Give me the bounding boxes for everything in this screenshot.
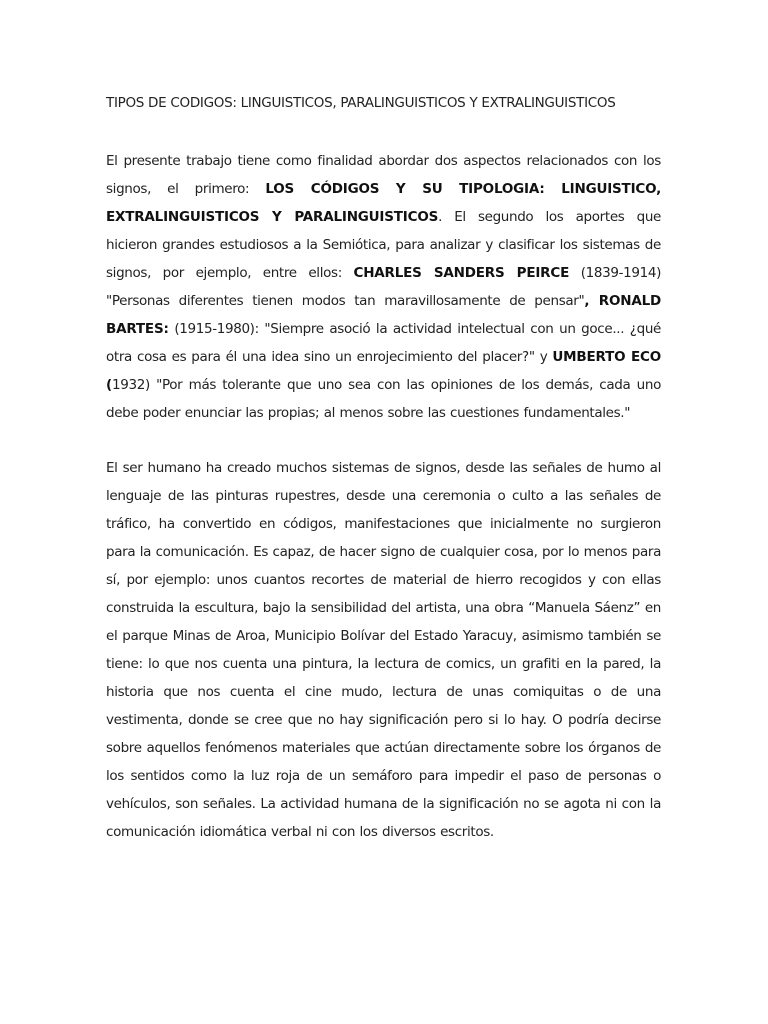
document-title: TIPOS DE CODIGOS: LINGUISTICOS, PARALINGUISTICOS Y EXTRALINGUISTICOS	[106, 95, 616, 111]
paragraph-intro	[106, 147, 661, 427]
paragraph-signs: El ser humano ha creado muchos sistemas de signos, desde las señales de humo al lenguaje de las pinturas rupestres, desde una ceremonia o culto a las señales de tráfico, ha convertido en códigos, manifestaciones que inicialmente no surgieron para la comunicación. Es capaz, de hacer signo de cualquier cosa, por lo menos para sí, por ejemplo: unos cuantos recortes de material de hierro recogidos y con ellas construida la escultura, bajo la sensibilidad del artista, una obra “Manuela Sáenz” en el parque Minas de Aroa, Municipio Bolívar del Estado Yaracuy, asimismo también se tiene: lo que nos cuenta una pintura, la lectura de comics, un grafiti en la pared, la historia que nos cuenta el cine mudo, lectura de unas comiquitas o de una vestimenta, donde se cree que no hay significación pero si lo hay. O podría decirse sobre aquellos fenómenos materiales que actúan directamente sobre los órganos de los sentidos como la luz roja de un semáforo para impedir el paso de personas o vehículos, son señales. La actividad humana de la significación no se agota ni con la comunicación idiomática verbal ni con los diversos escritos.	[106, 460, 661, 840]
paragraph-intro-text-2: . El segundo los aportes que hicieron grandes estudiosos a la Semiótica, para analizar y clasificar los sistemas de signos, por ejemplo, entre ellos:	[106, 209, 661, 281]
codes-typology-heading: LOS CÓDIGOS Y SU TIPOLOGIA: LINGUISTICO, EXTRALINGUISTICOS Y PARALINGUISTICOS	[106, 181, 662, 225]
author-peirce: CHARLES SANDERS PEIRCE	[353, 265, 570, 281]
paragraph-intro-text-4: (1915-1980): "Siempre asoció la actividad intelectual con un goce... ¿qué otra cosa es para él una idea sino un enrojecimiento del placer?" y	[106, 321, 661, 365]
paragraph-intro-text-1: El presente trabajo tiene como finalidad abordar dos aspectos relacionados con los signos, el primero:	[106, 153, 661, 197]
paragraph-intro-text-5: 1932) "Por más tolerante que uno sea con las opiniones de los demás, cada uno debe poder enunciar las propias; al menos sobre las cuestiones fundamentales."	[106, 377, 661, 421]
paragraph-intro-text-3: (1839-1914) "Personas diferentes tienen modos tan maravillosamente de pensar"	[106, 265, 661, 309]
author-bartes: , RONALD BARTES:	[106, 293, 661, 337]
author-eco: UMBERTO ECO (	[106, 349, 661, 393]
